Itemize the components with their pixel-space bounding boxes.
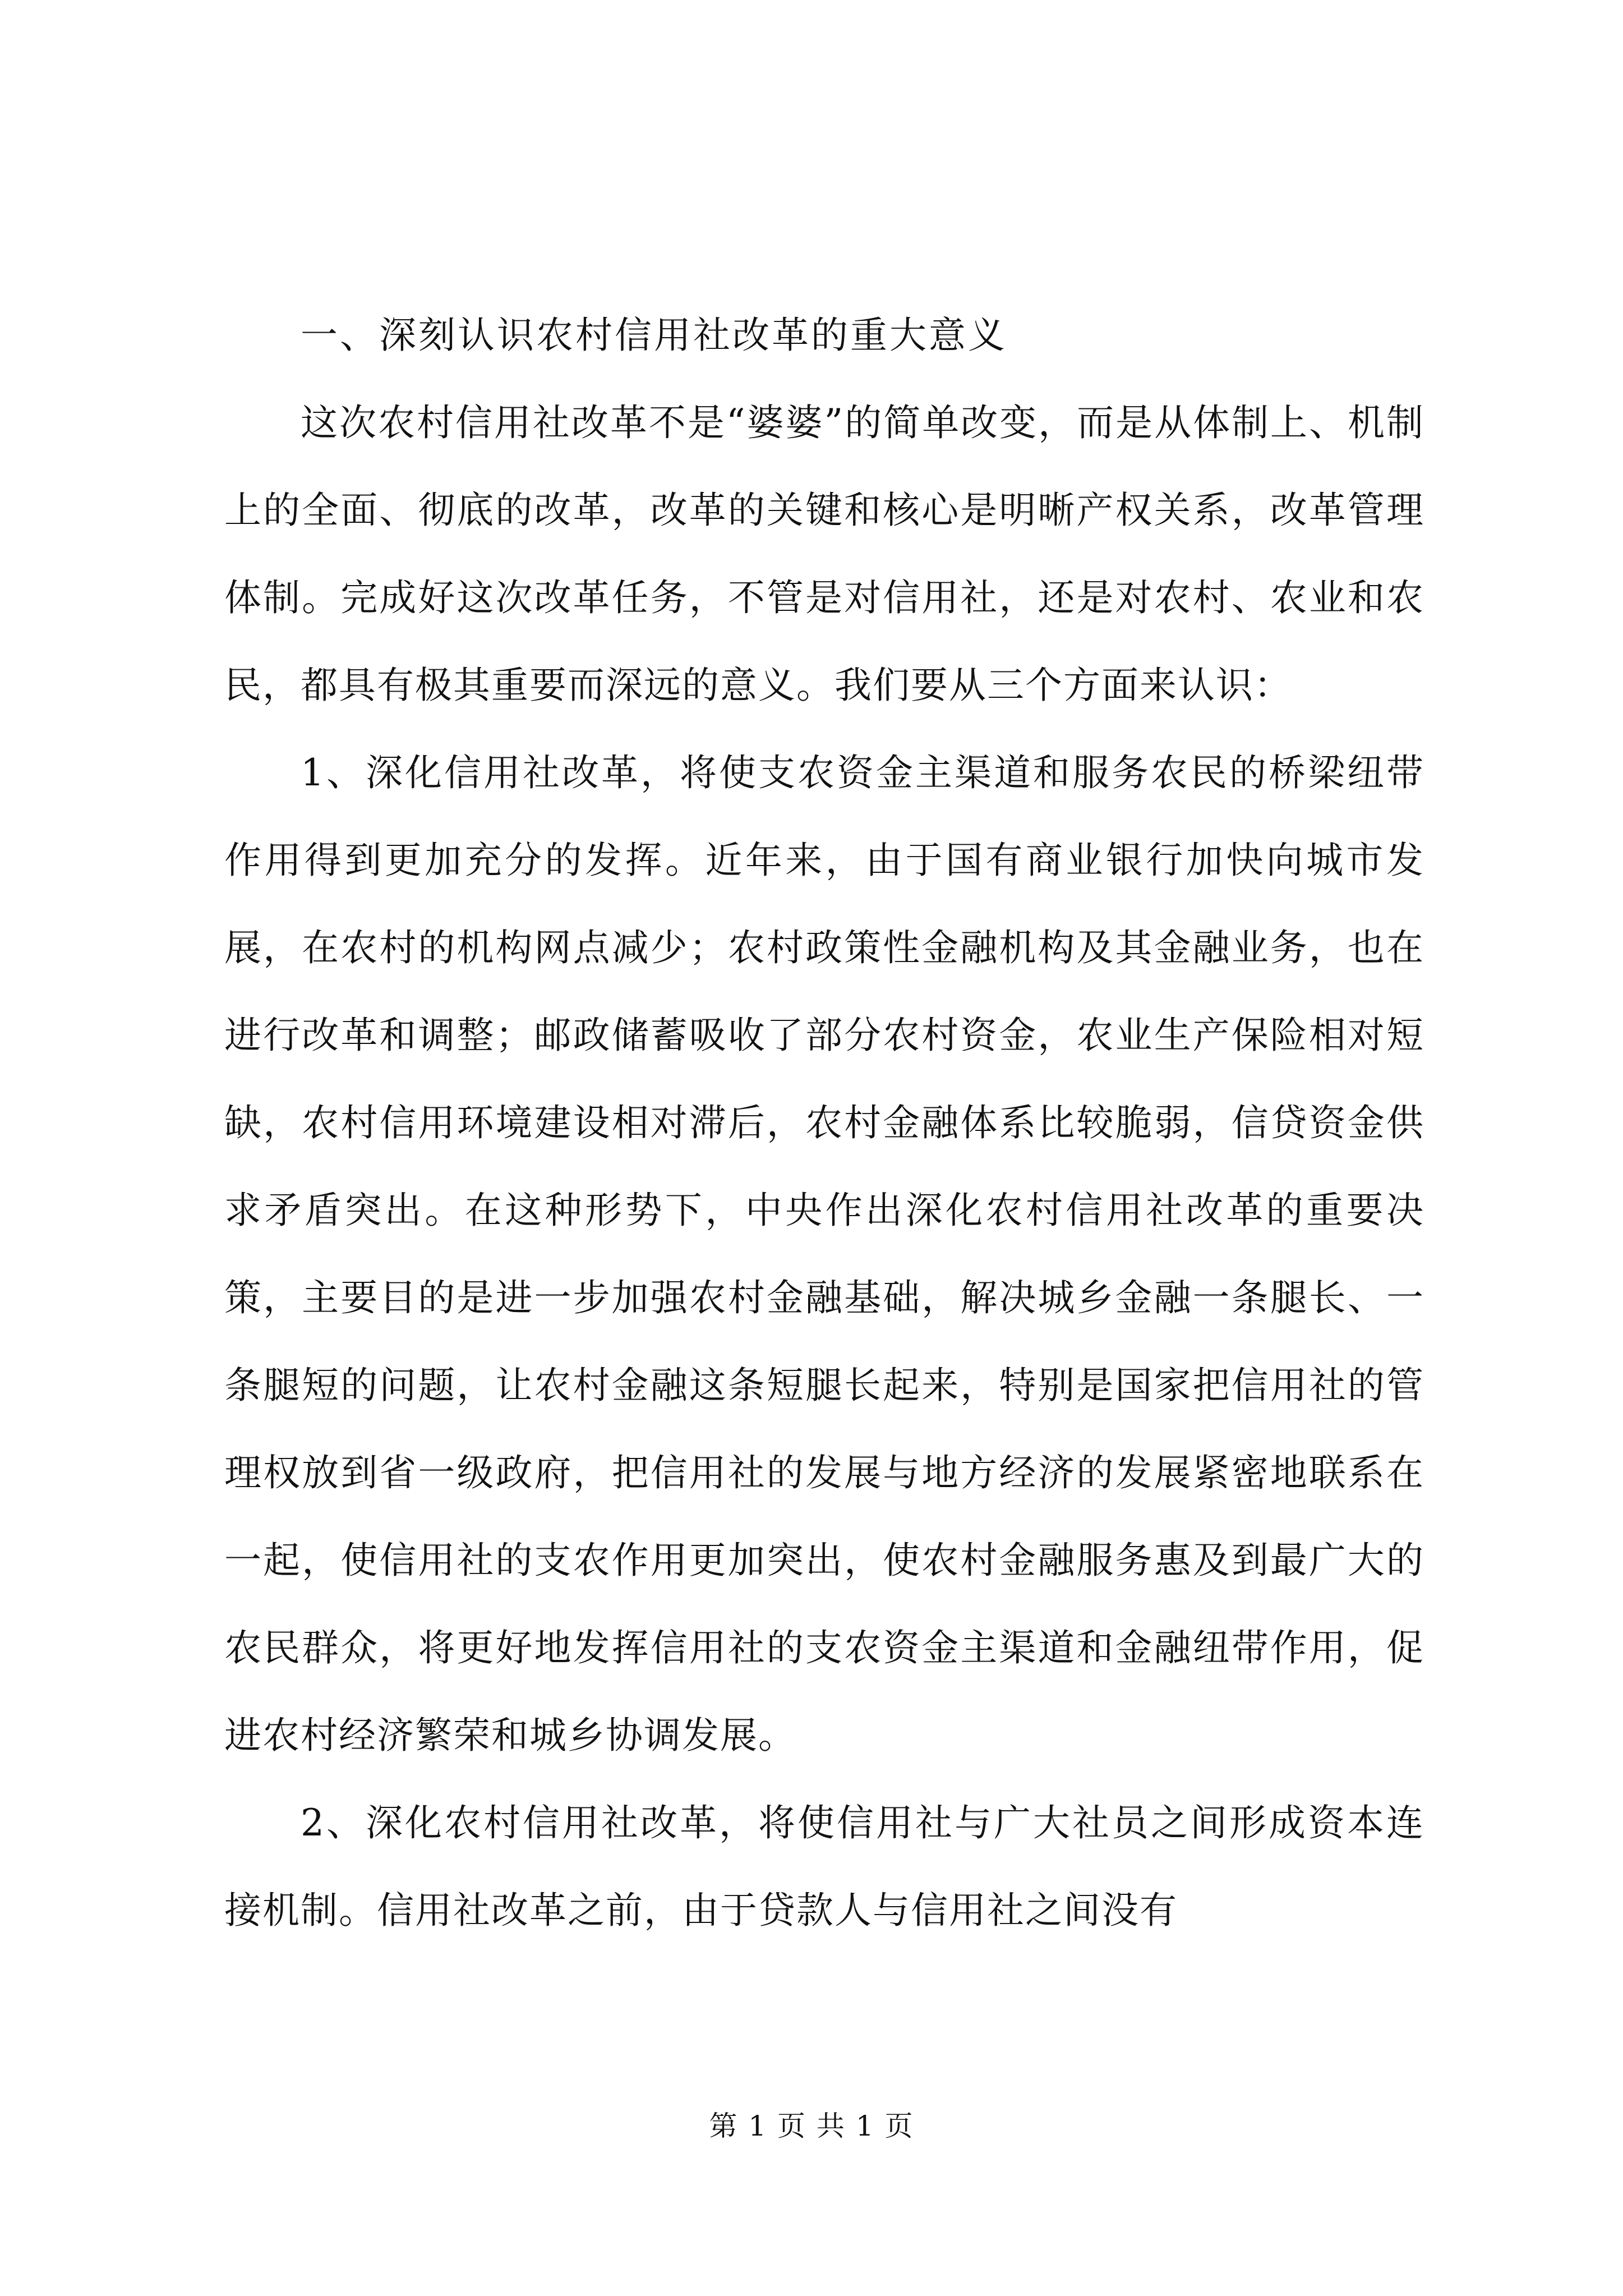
paragraph-point-2: 2、深化农村信用社改革，将使信用社与广大社员之间形成资本连接机制。信用社改革之前，由于贷款人与信用社之间没有 bbox=[224, 1801, 1424, 1932]
section-heading: 一、深刻认识农村信用社改革的重大意义 bbox=[301, 314, 1007, 357]
paragraph-point-1: 1、深化信用社改革，将使支农资金主渠道和服务农民的桥梁纽带作用得到更加充分的发挥。近年来，由于国有商业银行加快向城市发展，在农村的机构网点减少；农村政策性金融机构及其金融业务，也在进行改革和调整；邮政储蓄吸收了部分农村资金，农业生产保险相对短缺，农村信用环境建设相对滞后，农村金融体系比较脆弱，信贷资金供求矛盾突出。在这种形势下，中央作出深化农村信用社改革的重要决策，主要目的是进一步加强农村金融基础，解决城乡金融一条腿长、一条腿短的问题，让农村金融这条短腿长起来，特别是国家把信用社的管理权放到省一级政府，把信用社的发展与地方经济的发展紧密地联系在一起，使信用社的支农作用更加突出，使农村金融服务惠及到最广大的农民群众，将更好地发挥信用社的支农资金主渠道和金融纽带作用，促进农村经济繁荣和城乡协调发展。 bbox=[224, 751, 1424, 1757]
document-body bbox=[224, 292, 1424, 1954]
page-footer: 第 1 页 共 1 页 bbox=[709, 2110, 914, 2142]
paragraph-intro: 这次农村信用社改革不是“婆婆”的简单改变，而是从体制上、机制上的全面、彻底的改革，改革的关键和核心是明晰产权关系，改革管理体制。完成好这次改革任务，不管是对信用社，还是对农村、农业和农民，都具有极其重要而深远的意义。我们要从三个方面来认识： bbox=[224, 401, 1424, 707]
